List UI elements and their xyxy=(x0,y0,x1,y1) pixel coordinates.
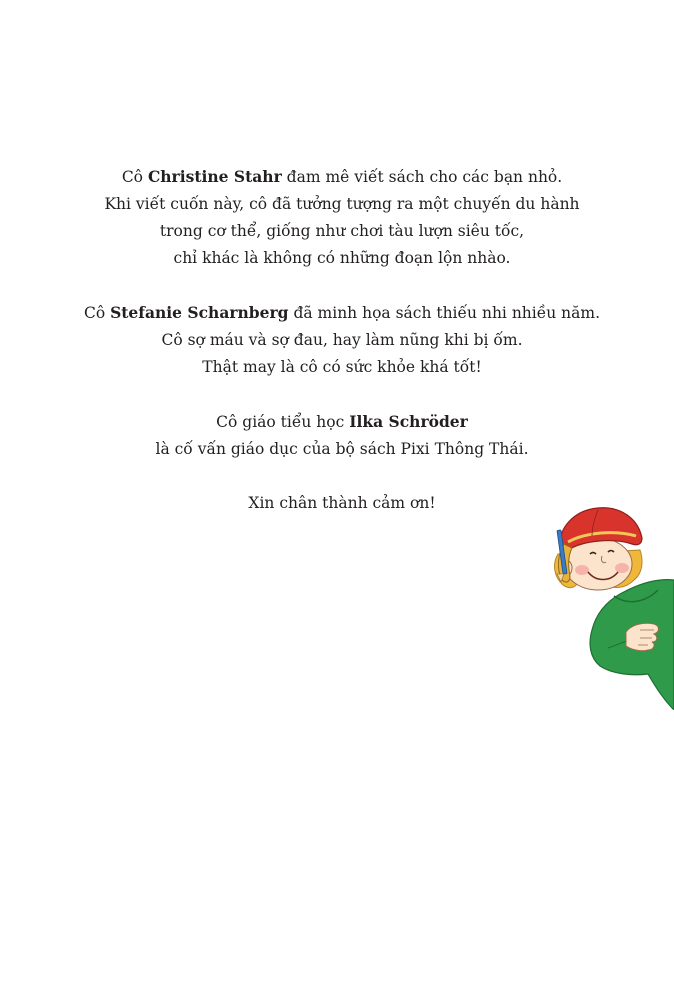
illustrator-line-1: Cô Stefanie Scharnberg đã minh họa sách thiếu nhi nhiều năm. xyxy=(83,303,601,322)
illustrator-line-3: Thật may là cô có sức khỏe khá tốt! xyxy=(202,358,482,376)
author-line-1: Cô Christine Stahr đam mê viết sách cho các bạn nhỏ. xyxy=(121,167,563,186)
cheek-right xyxy=(615,563,629,573)
cheek-left xyxy=(575,565,589,575)
author-line-3: trong cơ thể, giống như chơi tàu lượn siêu tốc, xyxy=(159,222,525,240)
author-name: Christine Stahr xyxy=(147,167,282,186)
boy-peeking-illustration xyxy=(548,498,674,710)
thanks-line: Xin chân thành cảm ơn! xyxy=(248,494,436,512)
advisor-line-2: là cố vấn giáo dục của bộ sách Pixi Thông Thái. xyxy=(155,440,529,458)
illustrator-line-2: Cô sợ máu và sợ đau, hay làm nũng khi bị ốm. xyxy=(161,331,523,349)
illustrator-paragraph xyxy=(0,299,674,381)
advisor-name: Ilka Schröder xyxy=(349,412,468,431)
illustrator-name: Stefanie Scharnberg xyxy=(110,303,289,322)
author-paragraph xyxy=(0,163,674,272)
credits-text xyxy=(0,163,674,544)
advisor-paragraph xyxy=(0,408,674,463)
hand xyxy=(626,623,659,651)
author-line-4: chỉ khác là không có những đoạn lộn nhào. xyxy=(173,249,511,267)
advisor-line-1: Cô giáo tiểu học Ilka Schröder xyxy=(216,412,468,431)
author-line-2: Khi viết cuốn này, cô đã tưởng tượng ra một chuyến du hành xyxy=(104,195,580,213)
